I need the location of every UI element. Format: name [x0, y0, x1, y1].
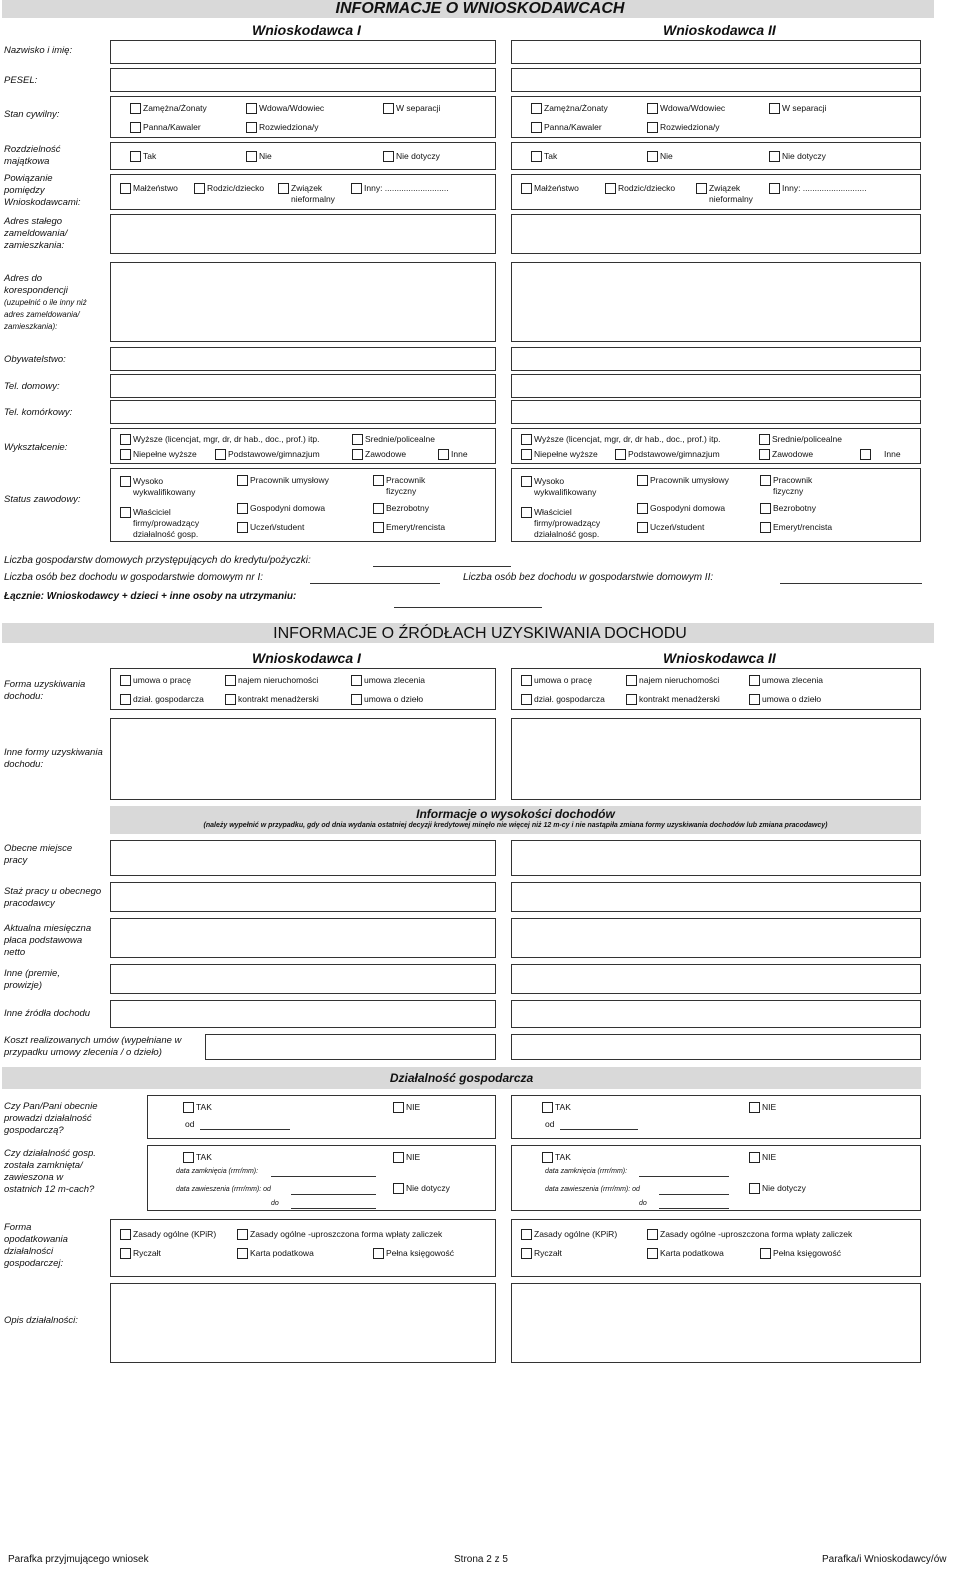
total-persons-label: Łącznie: Wnioskodawcy + dzieci + inne osoby na utrzymaniu:: [4, 591, 297, 602]
business-running-label: Czy Pan/Pani obecnie prowadzi działalność gospodarczą?: [4, 1101, 98, 1136]
edu-vocational-checkbox-1[interactable]: Zawodowe: [352, 449, 406, 460]
status-qualified-checkbox-2[interactable]: Wysoko wykwalifikowany: [521, 476, 613, 498]
relation-informal-checkbox-1[interactable]: Związek nieformalny: [278, 183, 348, 205]
tax-form-box-2: [511, 1219, 921, 1277]
income-management-checkbox-1[interactable]: kontrakt menadżerski: [225, 694, 319, 705]
tenure-field-2[interactable]: [511, 882, 921, 912]
business-from-label-1: od: [185, 1119, 195, 1129]
business-from-field-2[interactable]: [560, 1129, 638, 1130]
no-income-1-field[interactable]: [310, 583, 440, 584]
name-field-1[interactable]: [110, 40, 496, 64]
civil-single-checkbox-1[interactable]: Panna/Kawaler: [130, 122, 201, 133]
business-closed-yes-checkbox-1[interactable]: TAK: [183, 1152, 212, 1163]
edu-incomplete-checkbox-1[interactable]: Niepełne wyższe: [120, 449, 197, 460]
status-owner-checkbox-2[interactable]: Właściciel firmy/prowadzący działalność gosp.: [521, 507, 621, 540]
other-income-forms-label: Inne formy uzyskiwania dochodu:: [4, 747, 103, 770]
tax-general-checkbox-2[interactable]: Zasady ogólne (KPiR): [521, 1229, 617, 1240]
civil-married-checkbox-1[interactable]: Zamężna/Żonaty: [130, 103, 207, 114]
no-income-2-field[interactable]: [780, 583, 922, 584]
income-specific-checkbox-1[interactable]: umowa o dzieło: [351, 694, 423, 705]
pesel-field-1[interactable]: [110, 68, 496, 92]
business-from-label-2: od: [545, 1119, 555, 1129]
bonus-field-2[interactable]: [511, 964, 921, 994]
tenure-label: Staż pracy u obecnego pracodawcy: [4, 886, 102, 909]
tax-lump-checkbox-1[interactable]: Ryczałt: [120, 1248, 161, 1259]
suspend-to-label-1: do: [271, 1200, 279, 1207]
income-amount-note: (należy wypełnić w przypadku, gdy od dnia wydania ostatniej decyzji kredytowej minęło nie więcej niż 12 m-cy i nie nastąpiła zmiana formy uzyskiwania dochodów lub zmiana pracodawcy): [203, 822, 828, 829]
bonus-label: Inne (premie, prowizje): [4, 968, 60, 991]
civil-status-label: Stan cywilny:: [4, 109, 60, 120]
tax-books-checkbox-2[interactable]: Pełna księgowość: [760, 1248, 841, 1259]
suspend-to-field-2[interactable]: [659, 1208, 729, 1209]
suspend-from-field-1[interactable]: [291, 1194, 376, 1195]
address-label: Adres stałego zameldowania/ zamieszkania:: [4, 216, 68, 251]
civil-divorced-checkbox-2[interactable]: Rozwiedziona/y: [647, 122, 720, 133]
tel-home-label: Tel. domowy:: [4, 381, 60, 392]
status-unemployed-checkbox-2[interactable]: Bezrobotny: [760, 503, 816, 514]
suspend-date-label-2: data zawieszenia (rrrr/mm): od: [545, 1186, 640, 1193]
business-running-box-1: [147, 1095, 496, 1139]
tax-form-box-1: [110, 1219, 496, 1277]
education-box-1: [110, 428, 496, 464]
income-business-checkbox-1[interactable]: dział. gospodarcza: [120, 694, 204, 705]
tel-home-field-1[interactable]: [110, 374, 496, 398]
bonus-field-1[interactable]: [110, 964, 496, 994]
business-desc-label: Opis działalności:: [4, 1315, 78, 1326]
relation-other-checkbox-2[interactable]: Inny: ...........................: [769, 183, 867, 194]
relation-parent-checkbox-2[interactable]: Rodzic/dziecko: [605, 183, 675, 194]
salary-field-2[interactable]: [511, 918, 921, 958]
business-closed-yes-checkbox-2[interactable]: TAK: [542, 1152, 571, 1163]
relation-box-2: [511, 174, 921, 210]
edu-other-checkbox-2[interactable]: [860, 449, 873, 460]
status-retired-checkbox-1[interactable]: Emeryt/rencista: [373, 522, 445, 533]
edu-incomplete-checkbox-2[interactable]: Niepełne wyższe: [521, 449, 598, 460]
property-na-checkbox-1[interactable]: Nie dotyczy: [383, 151, 440, 162]
tax-general-checkbox-1[interactable]: Zasady ogólne (KPiR): [120, 1229, 216, 1240]
citizenship-field-2[interactable]: [511, 347, 921, 371]
status-unemployed-checkbox-1[interactable]: Bezrobotny: [373, 503, 429, 514]
salary-field-1[interactable]: [110, 918, 496, 958]
income-form-box-1: [110, 668, 496, 710]
employer-label: Obecne miejsce pracy: [4, 843, 73, 866]
income-applicant-1-header: Wnioskodawca I: [252, 650, 361, 666]
business-closed-label: Czy działalność gosp. została zamknięta/ zawieszona w ostatnich 12 m-cach?: [4, 1148, 96, 1195]
households-count-field[interactable]: [373, 566, 511, 567]
tax-lump-checkbox-2[interactable]: Ryczałt: [521, 1248, 562, 1259]
other-sources-field-2[interactable]: [511, 1000, 921, 1028]
tax-books-checkbox-1[interactable]: Pełna księgowość: [373, 1248, 454, 1259]
relation-label: Powiązanie pomiędzy Wnioskodawcami:: [4, 173, 81, 208]
business-running-box-2: [511, 1095, 921, 1139]
income-form-label: Forma uzyskiwania dochodu:: [4, 679, 86, 702]
tel-mobile-field-2[interactable]: [511, 400, 921, 424]
status-office-checkbox-2[interactable]: Pracownik umysłowy: [637, 475, 729, 486]
pesel-field-2[interactable]: [511, 68, 921, 92]
property-yes-checkbox-2[interactable]: Tak: [531, 151, 557, 162]
closed-date-field-1[interactable]: [271, 1176, 376, 1177]
income-applicant-2-header: Wnioskodawca II: [663, 650, 776, 666]
relation-box-1: [110, 174, 496, 210]
tax-simplified-checkbox-1[interactable]: Zasady ogólne -uproszczona forma wpłaty zaliczek: [237, 1229, 442, 1240]
income-business-checkbox-2[interactable]: dział. gospodarcza: [521, 694, 605, 705]
income-section-title: INFORMACJE O ŹRÓDŁACH UZYSKIWANIA DOCHODU: [273, 625, 687, 642]
civil-single-checkbox-2[interactable]: Panna/Kawaler: [531, 122, 602, 133]
contract-cost-field-1[interactable]: [205, 1034, 496, 1060]
footer-page-number: Strona 2 z 5: [454, 1554, 508, 1565]
households-count-label: Liczba gospodarstw domowych przystępujących do kredytu/pożyczki:: [4, 555, 311, 566]
status-office-checkbox-1[interactable]: Pracownik umysłowy: [237, 475, 329, 486]
status-retired-checkbox-2[interactable]: Emeryt/rencista: [760, 522, 832, 533]
status-manual-checkbox-2[interactable]: Pracownik fizyczny: [760, 475, 830, 497]
status-qualified-checkbox-1[interactable]: Wysoko wykwalifikowany: [120, 476, 212, 498]
other-income-forms-field-2[interactable]: [511, 718, 921, 800]
suspend-to-label-2: do: [639, 1200, 647, 1207]
salary-label: Aktualna miesięczna płaca podstawowa netto: [4, 923, 92, 958]
corr-address-field-1[interactable]: [110, 262, 496, 342]
business-running-no-checkbox-1[interactable]: NIE: [393, 1102, 420, 1113]
income-employment-checkbox-1[interactable]: umowa o pracę: [120, 675, 191, 686]
edu-primary-checkbox-1[interactable]: Podstawowe/gimnazjum: [215, 449, 320, 460]
suspend-from-field-2[interactable]: [659, 1194, 729, 1195]
status-box-1: [110, 468, 496, 542]
suspend-to-field-1[interactable]: [291, 1208, 376, 1209]
name-field-2[interactable]: [511, 40, 921, 64]
civil-status-box-2: [511, 96, 921, 138]
business-closed-box-2: [511, 1145, 921, 1211]
relation-parent-checkbox-1[interactable]: Rodzic/dziecko: [194, 183, 264, 194]
civil-status-box-1: [110, 96, 496, 138]
income-amount-title: Informacje o wysokości dochodów: [416, 807, 615, 821]
business-closed-no-checkbox-1[interactable]: NIE: [393, 1152, 420, 1163]
status-manual-checkbox-1[interactable]: Pracownik fizyczny: [373, 475, 443, 497]
business-running-yes-checkbox-1[interactable]: TAK: [183, 1102, 212, 1113]
citizenship-label: Obywatelstwo:: [4, 354, 66, 365]
closed-date-field-2[interactable]: [639, 1176, 729, 1177]
tel-home-field-2[interactable]: [511, 374, 921, 398]
property-label: Rozdzielność majątkowa: [4, 144, 61, 167]
income-rental-checkbox-1[interactable]: najem nieruchomości: [225, 675, 318, 686]
other-income-forms-field-1[interactable]: [110, 718, 496, 800]
tel-mobile-field-1[interactable]: [110, 400, 496, 424]
business-desc-field-1[interactable]: [110, 1283, 496, 1363]
income-mandate-checkbox-2[interactable]: umowa zlecenia: [749, 675, 823, 686]
relation-other-checkbox-1[interactable]: Inny: ...........................: [351, 183, 449, 194]
property-yes-checkbox-1[interactable]: Tak: [130, 151, 156, 162]
civil-widowed-checkbox-2[interactable]: Wdowa/Wdowiec: [647, 103, 725, 114]
business-closed-no-checkbox-2[interactable]: NIE: [749, 1152, 776, 1163]
property-box-2: [511, 142, 921, 170]
civil-widowed-checkbox-1[interactable]: Wdowa/Wdowiec: [246, 103, 324, 114]
relation-marriage-checkbox-2[interactable]: Małżeństwo: [521, 183, 579, 194]
corr-address-label: Adres do korespondencji (uzupełnić o ile inny niż adres zameldowania/ zamieszkania):: [4, 273, 87, 331]
tenure-field-1[interactable]: [110, 882, 496, 912]
tax-card-checkbox-2[interactable]: Karta podatkowa: [647, 1248, 724, 1259]
name-label: Nazwisko i imię:: [4, 45, 73, 56]
edu-higher-checkbox-2[interactable]: Wyższe (licencjat, mgr, dr, dr hab., doc., prof.) itp.: [521, 434, 721, 445]
civil-married-checkbox-2[interactable]: Zamężna/Żonaty: [531, 103, 608, 114]
education-box-2: [511, 428, 921, 464]
contract-cost-label: Koszt realizowanych umów (wypełniane w przypadku umowy zlecenia / o dzieło): [4, 1035, 182, 1058]
pesel-label: PESEL:: [4, 75, 38, 86]
business-title: Działalność gospodarcza: [389, 1071, 534, 1085]
edu-post-checkbox-1[interactable]: Srednie/policealne: [352, 434, 435, 445]
tax-card-checkbox-1[interactable]: Karta podatkowa: [237, 1248, 314, 1259]
income-management-checkbox-2[interactable]: kontrakt menadżerski: [626, 694, 720, 705]
civil-divorced-checkbox-1[interactable]: Rozwiedziona/y: [246, 122, 319, 133]
business-closed-box-1: [147, 1145, 496, 1211]
property-box-1: [110, 142, 496, 170]
no-income-1-label: Liczba osób bez dochodu w gospodarstwie domowym nr I:: [4, 572, 264, 583]
income-mandate-checkbox-1[interactable]: umowa zlecenia: [351, 675, 425, 686]
applicant-1-header: Wnioskodawca I: [252, 22, 361, 38]
income-form-box-2: [511, 668, 921, 710]
applicant-2-header: Wnioskodawca II: [663, 22, 776, 38]
civil-separated-checkbox-1[interactable]: W separacji: [383, 103, 440, 114]
edu-post-checkbox-2[interactable]: Srednie/policealne: [759, 434, 842, 445]
edu-other-checkbox-1[interactable]: Inne: [438, 449, 468, 460]
status-student-checkbox-1[interactable]: Uczeń/student: [237, 522, 304, 533]
status-housewife-checkbox-2[interactable]: Gospodyni domowa: [637, 503, 725, 514]
contract-cost-field-2[interactable]: [511, 1034, 921, 1060]
relation-marriage-checkbox-1[interactable]: Małżeństwo: [120, 183, 178, 194]
total-persons-field[interactable]: [394, 607, 542, 608]
corr-address-field-2[interactable]: [511, 262, 921, 342]
status-box-2: [511, 468, 921, 542]
no-income-2-label: Liczba osób bez dochodu w gospodarstwie domowym II:: [463, 572, 714, 583]
property-na-checkbox-2[interactable]: Nie dotyczy: [769, 151, 826, 162]
tax-form-label: Forma opodatkowania działalności gospodarczej:: [4, 1222, 68, 1269]
status-label: Status zawodowy:: [4, 494, 81, 505]
closed-date-label-2: data zamknięcia (rrrr/mm):: [545, 1168, 628, 1175]
income-specific-checkbox-2[interactable]: umowa o dzieło: [749, 694, 821, 705]
employer-field-1[interactable]: [110, 840, 496, 876]
business-closed-na-checkbox-2[interactable]: Nie dotyczy: [749, 1183, 806, 1194]
tel-mobile-label: Tel. komórkowy:: [4, 407, 73, 418]
other-sources-label: Inne źródła dochodu: [4, 1008, 91, 1019]
status-owner-checkbox-1[interactable]: Właściciel firmy/prowadzący działalność gosp.: [120, 507, 220, 540]
civil-separated-checkbox-2[interactable]: W separacji: [769, 103, 826, 114]
edu-other-label-2: Inne: [884, 449, 901, 459]
business-running-yes-checkbox-2[interactable]: TAK: [542, 1102, 571, 1113]
property-no-checkbox-1[interactable]: Nie: [246, 151, 272, 162]
tax-simplified-checkbox-2[interactable]: Zasady ogólne -uproszczona forma wpłaty zaliczek: [647, 1229, 852, 1240]
footer-clerk-initials: Parafka przyjmującego wniosek: [8, 1554, 149, 1565]
business-from-field-1[interactable]: [200, 1129, 290, 1130]
suspend-date-label-1: data zawieszenia (rrrr/mm): od: [176, 1186, 271, 1193]
footer-applicant-initials: Parafka/i Wnioskodawcy/ów: [822, 1554, 947, 1565]
property-no-checkbox-2[interactable]: Nie: [647, 151, 673, 162]
status-student-checkbox-2[interactable]: Uczeń/student: [637, 522, 704, 533]
closed-date-label-1: data zamknięcia (rrrr/mm):: [176, 1168, 259, 1175]
address-field-1[interactable]: [110, 214, 496, 254]
edu-vocational-checkbox-2[interactable]: Zawodowe: [759, 449, 813, 460]
section-title: INFORMACJE O WNIOSKODAWCACH: [335, 0, 625, 17]
business-closed-na-checkbox-1[interactable]: Nie dotyczy: [393, 1183, 450, 1194]
relation-informal-checkbox-2[interactable]: Związek nieformalny: [696, 183, 766, 205]
income-employment-checkbox-2[interactable]: umowa o pracę: [521, 675, 592, 686]
address-field-2[interactable]: [511, 214, 921, 254]
income-rental-checkbox-2[interactable]: najem nieruchomości: [626, 675, 719, 686]
citizenship-field-1[interactable]: [110, 347, 496, 371]
edu-primary-checkbox-2[interactable]: Podstawowe/gimnazjum: [615, 449, 720, 460]
education-label: Wykształcenie:: [4, 442, 68, 453]
employer-field-2[interactable]: [511, 840, 921, 876]
business-desc-field-2[interactable]: [511, 1283, 921, 1363]
edu-higher-checkbox-1[interactable]: Wyższe (licencjat, mgr, dr, dr hab., doc., prof.) itp.: [120, 434, 320, 445]
business-running-no-checkbox-2[interactable]: NIE: [749, 1102, 776, 1113]
status-housewife-checkbox-1[interactable]: Gospodyni domowa: [237, 503, 325, 514]
other-sources-field-1[interactable]: [110, 1000, 496, 1028]
